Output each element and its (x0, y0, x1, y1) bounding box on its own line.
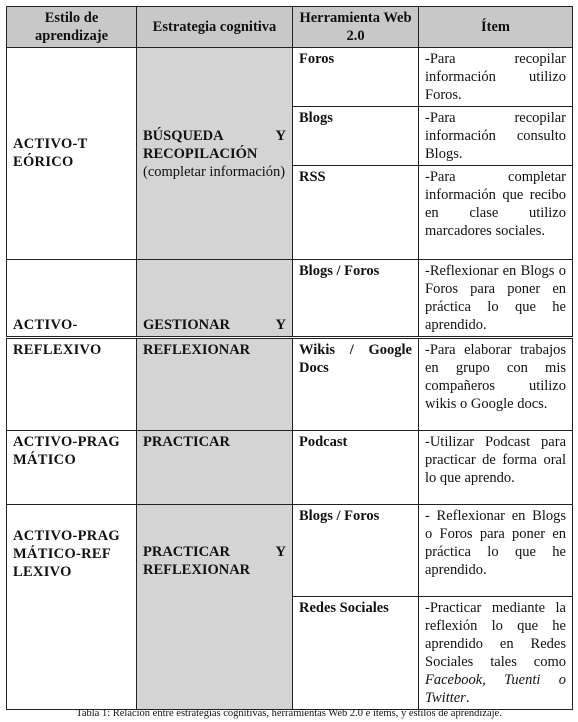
header-row (7, 7, 573, 48)
header-strategy: Estrategia cognitiva (137, 7, 293, 48)
strategy-busqueda (137, 48, 293, 260)
item-italic-conj: o (540, 672, 567, 688)
tool-cell: Podcast (293, 431, 419, 505)
strategy-reflexionar: REFLEXIONAR (137, 339, 293, 431)
table-caption: Tabla 1: Relación entre estrategias cognitivas, herramientas Web 2.0 e ítems, y estilos de aprendizaje. (76, 708, 502, 719)
tool-cell: Blogs (293, 107, 419, 166)
tool-cell: Redes Sociales (293, 597, 419, 710)
style-reflexivo: REFLEXIVO (7, 339, 137, 431)
style-activo-teorico (7, 48, 137, 260)
header-item: Ítem (419, 7, 573, 48)
tool-cell: Blogs / Foros (293, 260, 419, 337)
strategy-note: (completar información) (143, 163, 286, 180)
style-label: ACTIVO-PRAGMÁTICO (13, 434, 120, 468)
strategy-label-b: Y (275, 317, 286, 333)
table-part-1 (6, 6, 573, 337)
style-label: ACTIVO-PRAGMÁTICO-REFLEXIVO (13, 528, 120, 580)
table-row (7, 48, 573, 107)
strategy-label-b: Y (275, 544, 286, 560)
table-row (7, 260, 573, 337)
item-cell: -Para elaborar trabajos en grupo con mis compañeros utilizo wikis o Google docs. (419, 339, 573, 431)
strategy-practicar-reflexionar (137, 505, 293, 710)
item-cell: -Reflexionar en Blogs o Foros para poner en práctica lo que he aprendido. (419, 260, 573, 337)
item-period: . (465, 690, 470, 706)
table-row (7, 339, 573, 431)
strategy-label-a: BÚSQUEDA (143, 127, 224, 144)
strategy-label-a: GESTIONAR (143, 317, 231, 333)
item-cell: -Para recopilar información utilizo Foros. (419, 48, 573, 107)
strategy-label-a: PRACTICAR (143, 544, 230, 560)
item-text: -Practicar mediante la reflexión lo que he aprendido en Redes Sociales tales como (425, 600, 566, 670)
style-label: ACTIVO-TEÓRICO (13, 135, 88, 170)
style-activo-split: ACTIVO- (7, 260, 137, 337)
item-cell: -Utilizar Podcast para practicar de forma oral lo que aprendo. (419, 431, 573, 505)
strategy-label-c: RECOPILACIÓN (143, 145, 258, 162)
strategy-label-b: Y (275, 127, 286, 144)
tool-cell: Blogs / Foros (293, 505, 419, 597)
style-activo-pragmatico (7, 431, 137, 505)
item-cell (419, 597, 573, 710)
header-style: Estilo de aprendizaje (7, 7, 137, 48)
style-activo-pragmatico-reflexivo (7, 505, 137, 710)
strategy-label-c: REFLEXIONAR (143, 562, 251, 578)
tool-cell: Wikis / Google Docs (293, 339, 419, 431)
item-cell: -Para recopilar información consulto Blogs. (419, 107, 573, 166)
item-cell: -Para completar información que recibo en clase utilizo marcadores sociales. (419, 166, 573, 260)
strategy-gestionar (137, 260, 293, 337)
table-row (7, 431, 573, 505)
tool-cell: Foros (293, 48, 419, 107)
table-row (7, 505, 573, 597)
table-part-2 (6, 338, 573, 710)
item-cell: - Reflexionar en Blogs o Foros para poner en práctica lo que he aprendido. (419, 505, 573, 597)
item-italic-2: Twitter (425, 690, 466, 706)
strategy-practicar: PRACTICAR (137, 431, 293, 505)
item-italic-1: Facebook, Tuenti (425, 672, 541, 688)
tool-cell: RSS (293, 166, 419, 260)
header-tool: Herramienta Web 2.0 (293, 7, 419, 48)
